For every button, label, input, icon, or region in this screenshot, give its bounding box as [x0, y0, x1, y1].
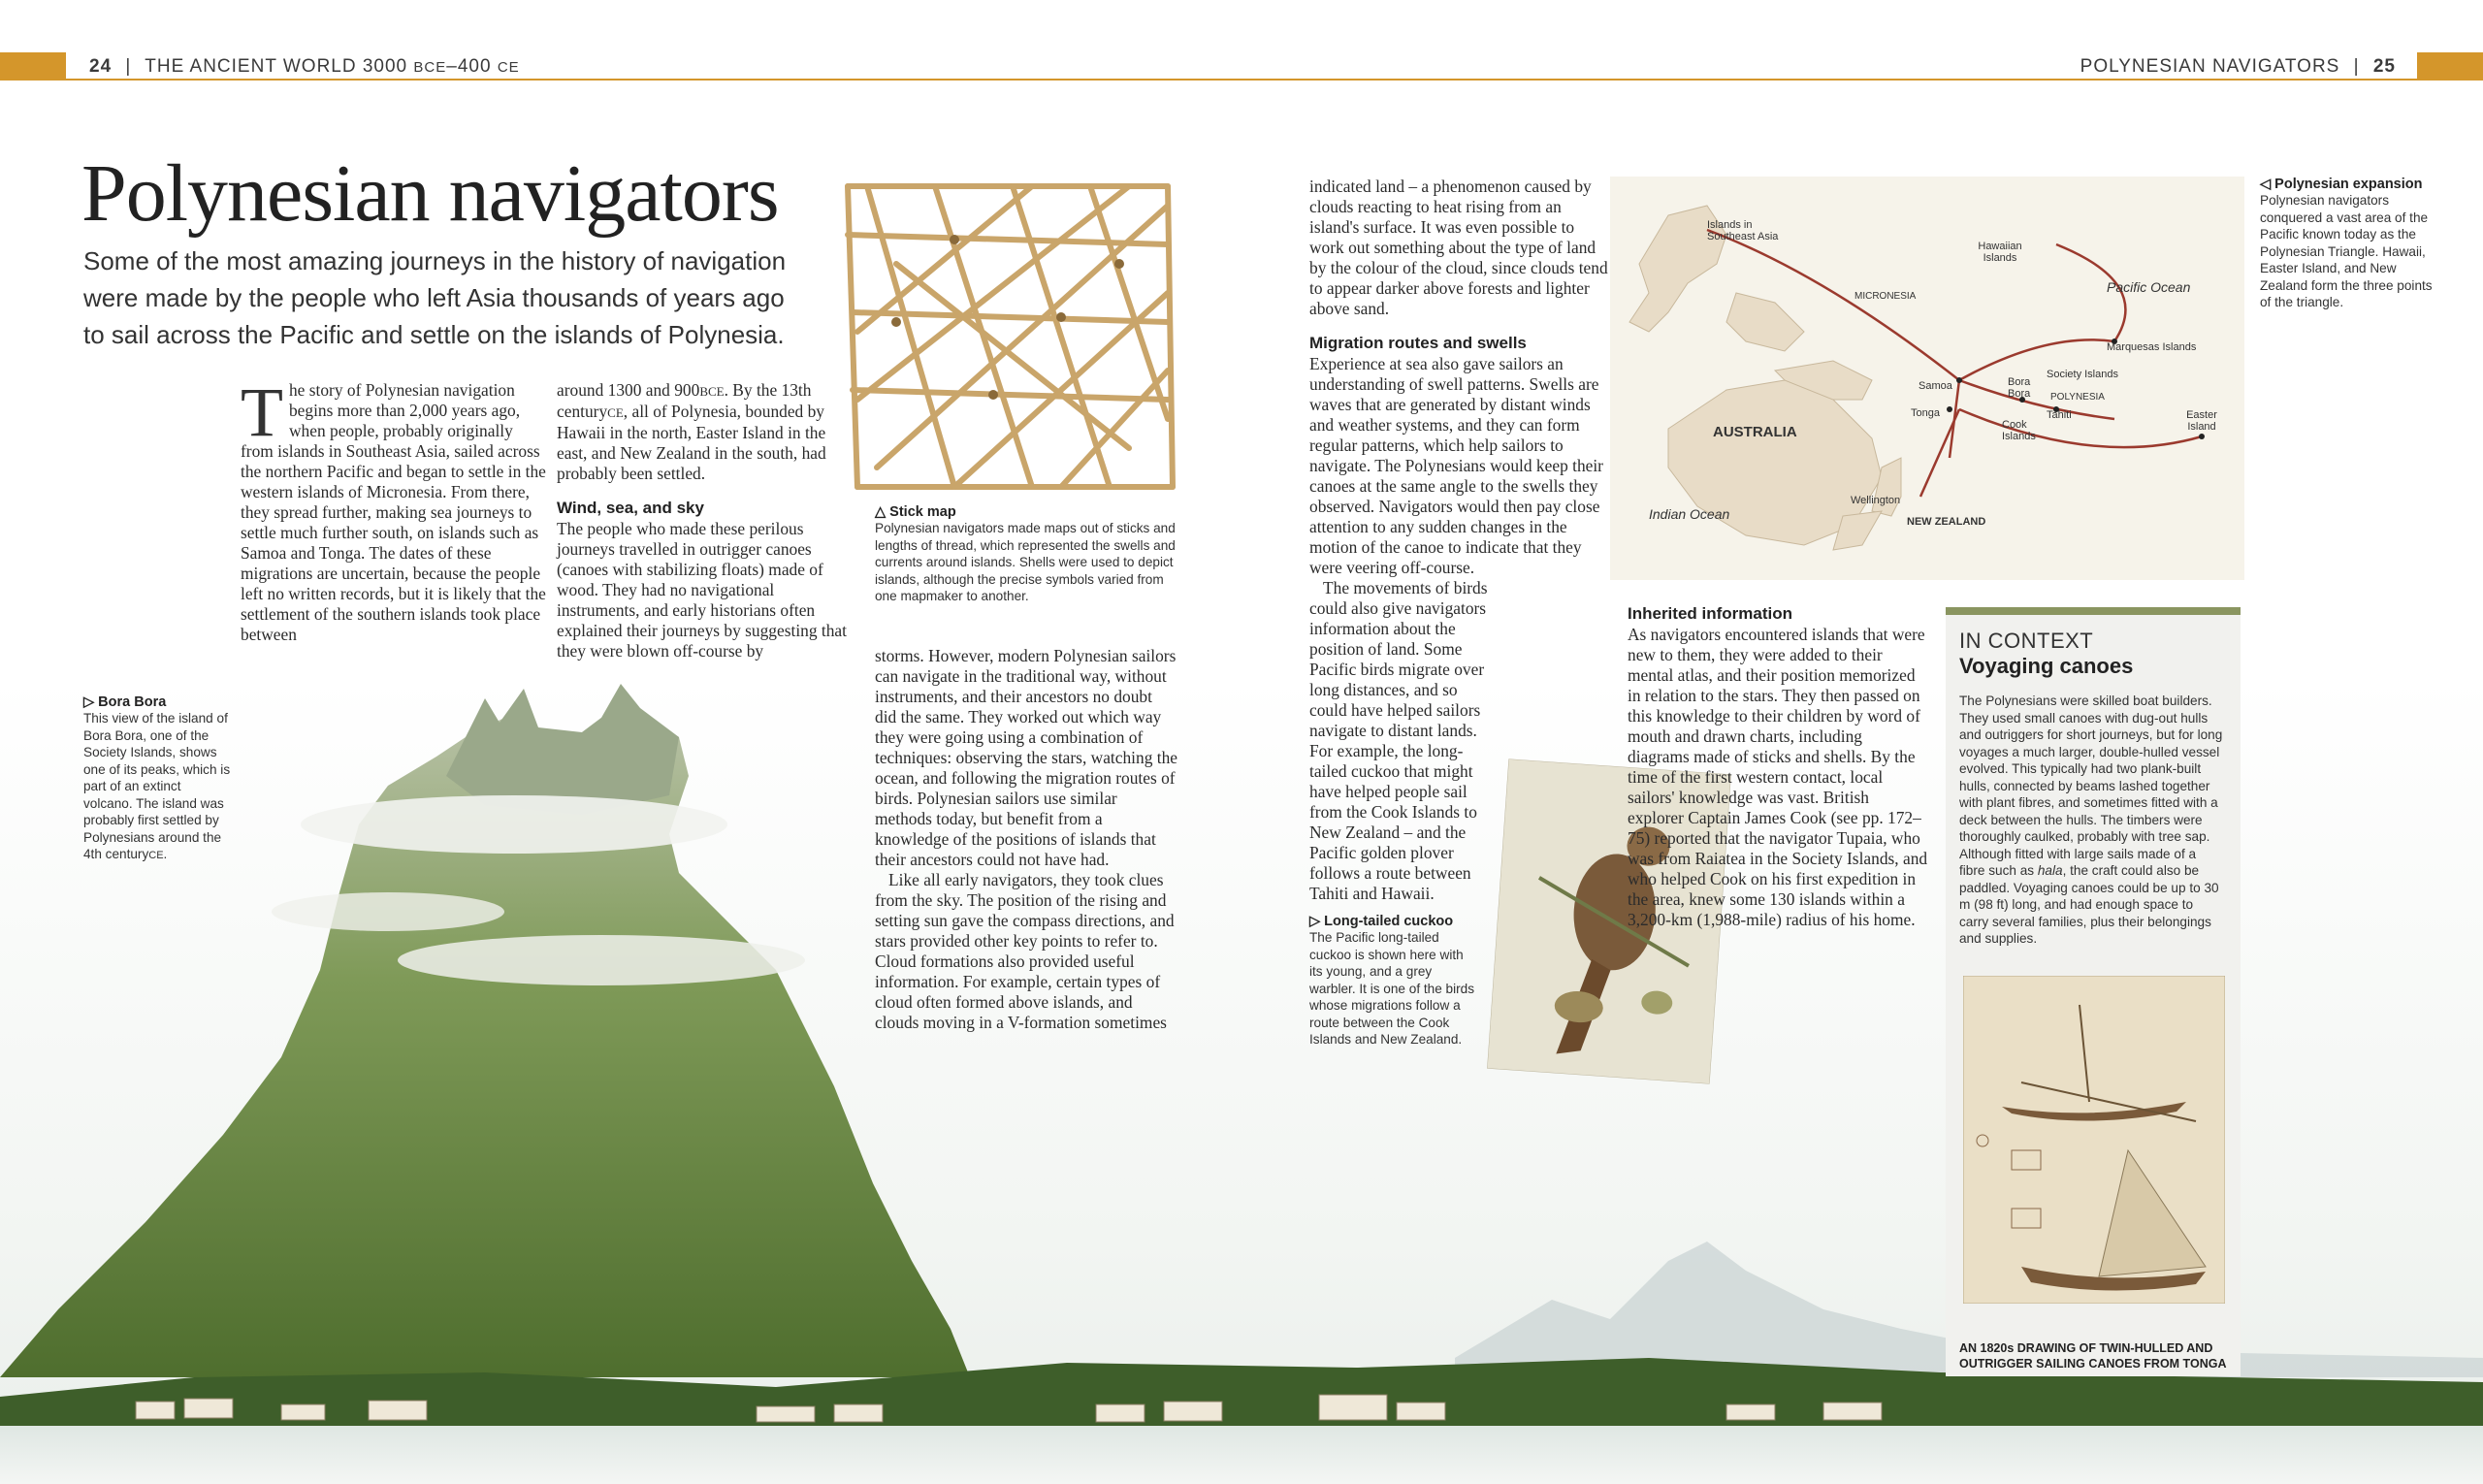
cuckoo-caption: [1309, 914, 1474, 1048]
col3-text-2: Like all early navigators, they took clues from the sky. The position of the rising and setting sun gave the compass directions, and stars provided other key points to refer to. Cloud formations also provided useful information. For example, certain types of cloud often formed above islands, and clouds moving in a V-formation sometimes: [875, 870, 1175, 1032]
map-label-tahiti: Tahiti: [2047, 409, 2072, 421]
map-label-easter: Easter Island: [2186, 409, 2217, 433]
map-caption-text: Polynesian navigators conquered a vast area of the Pacific known today as the Polynesian Triangle. Hawaii, Easter Island, and New Zealand form the three points of the triangle.: [2260, 193, 2433, 309]
col4-text-3: The movements of birds could also give navigators information about the position of land. Some Pacific birds migrate over long distances, and so could have helped sailors navigate to distant lands. For example, the long-tailed cuckoo that might have helped people sail from the Cook Islands to New Zealand – and the Pacific golden plover follows a route between Tahiti and Hawaii.: [1309, 578, 1488, 903]
subhead-inherited-information: Inherited information: [1628, 604, 1792, 623]
body-column-1: [241, 373, 549, 645]
cuckoo-heading: ▷ Long-tailed cuckoo: [1309, 914, 1454, 929]
drop-cap: T: [241, 373, 283, 451]
subhead-migration-routes: Migration routes and swells: [1309, 334, 1527, 352]
stick-map-image: [838, 177, 1177, 497]
in-context-title: Voyaging canoes: [1959, 654, 2134, 678]
stick-map-heading: △ Stick map: [875, 504, 956, 520]
col4-text: indicated land – a phenomenon caused by clouds reacting to heat rising from an island's surface. It was even possible to work out something about the type of land by the colour of the cloud, since clouds tend to appear darker above forests and lighter above sand.: [1309, 177, 1608, 318]
right-page-number: 25: [2372, 56, 2396, 77]
right-running-head: POLYNESIAN NAVIGATORS | 25: [2080, 56, 2396, 77]
right-section-title: POLYNESIAN NAVIGATORS: [2080, 56, 2340, 77]
in-context-box: [1946, 607, 2241, 1376]
col3-text: storms. However, modern Polynesian sailors can navigate in the traditional way, without instruments, and their ancestors no doubt did the same. They worked out which way they were going using a combination of techniques: observing the stars, watching the ocean, and following the migration routes of birds. Polynesian sailors use similar methods today, but benefit from a knowledge of the positions of islands that their ancestors could not have had.: [875, 646, 1177, 869]
in-context-label: IN CONTEXT: [1959, 629, 2094, 653]
body-column-3: [875, 646, 1177, 1033]
in-context-text: The Polynesians were skilled boat builders. They used small canoes with dug-out hulls and outriggers for short journeys, but for long voyages a much larger, double-hulled vessel evolved. This typically had two plank-built hulls, connected by beams lashed together with plant fibres, and sometimes fitted with a deck between the hulls. The timbers were thoroughly caulked, probably with tree sap. Although fitted with large sails made of a fibre such as hala, the craft could also be paddled. Voyaging canoes could be up to 30 m (98 ft) long, and had enough space to carry several families, plus their belongings and supplies.: [1959, 694, 2223, 946]
map-label-wellington: Wellington: [1851, 495, 1901, 506]
map-label-marquesas: Marquesas Islands: [2107, 341, 2197, 353]
map-label-indian-ocean: Indian Ocean: [1649, 506, 1730, 522]
left-section-title: THE ANCIENT WORLD 3000: [145, 56, 408, 77]
map-label-australia: AUSTRALIA: [1713, 424, 1797, 440]
page-title: Polynesian navigators: [81, 148, 779, 239]
map-caption-heading: ◁ Polynesian expansion: [2260, 177, 2423, 192]
bora-bora-text: This view of the island of Bora Bora, one of the Society Islands, shows one of its peaks, which is part of an extinct volcano. The island was probably first settled by Polynesians around the 4th centuryCE.: [83, 711, 231, 861]
map-label-cook: Cook Islands: [2002, 419, 2036, 442]
col5-text: As navigators encountered islands that were new to them, they were added to their mental atlas, and their position memorized in relation to the stars. They then passed on this knowledge to their children by word of mouth and drawn charts, including diagrams made of sticks and shells. By the time of the first western contact, local sailors' knowledge was vast. British explorer Captain James Cook (see pp. 172–75) reported that the navigator Tupaia, who was from Raiatea in the Society Islands, and who helped Cook on his first expedition in the area, knew some 130 islands within a 3,200-km (1,988-mile) radius of his home.: [1628, 625, 1928, 929]
col4-text-2: Experience at sea also gave sailors an understanding of swell patterns. Swells are waves that are generated by distant winds and weather systems, and they can form regular patterns, which help sailors to navigate. The Polynesians would keep their canoes at the same angle to the swells they observed. Navigators would then pay close attention to any sudden changes in the motion of the canoe to indicate that they were veering off-course.: [1309, 354, 1603, 577]
intro-paragraph: Some of the most amazing journeys in the history of navigation were made by the people who left Asia thousands of years ago to sail across the Pacific and settle on the islands of Polynesia.: [83, 246, 787, 349]
body-column-5: [1628, 603, 1928, 930]
header-band-left: [0, 52, 66, 80]
col2-text-2: The people who made these perilous journeys travelled in outrigger canoes (canoes with stabilizing floats) made of wood. They had no navigational instruments, and early historians often explained their journeys by suggesting that they were blown off-course by: [557, 519, 847, 661]
col1-text: he story of Polynesian navigation begins more than 2,000 years ago, when people, probably originally from islands in Southeast Asia, sailed across the northern Pacific and began to settle in the western islands of Micronesia. From there, they spread further, making sea journeys to settle much further south, on islands such as Samoa and Tonga. The dates of these migrations are uncertain, because the people left no written records, but it is likely that the settlement of the southern islands took place between: [241, 380, 546, 644]
map-label-polynesia: POLYNESIA: [2050, 392, 2105, 403]
map-label-bora: Bora Bora: [2008, 376, 2031, 400]
col2-text: around 1300 and 900BCE. By the 13th centuryCE, all of Polynesia, bounded by Hawaii in the north, Easter Island in the east, and New Zealand in the south, had probably been settled.: [557, 380, 826, 483]
map-label-society: Society Islands: [2047, 369, 2118, 380]
left-running-head: 24 | THE ANCIENT WORLD 3000 BCE–400 CE: [89, 56, 520, 77]
stick-map-text: Polynesian navigators made maps out of sticks and lengths of thread, which represented the swells and currents around islands. Shells were used to depict islands, although the precise symbols varied from one mapmaker to another.: [875, 521, 1176, 603]
map-label-new-zealand: NEW ZEALAND: [1907, 516, 1986, 528]
map-label-micronesia: MICRONESIA: [1854, 291, 1917, 302]
stick-map-caption: [875, 504, 1176, 605]
map-caption: [2260, 177, 2444, 311]
subhead-wind-sea-sky: Wind, sea, and sky: [557, 499, 704, 517]
map-label-hawaiian: Hawaiian Islands: [1978, 241, 2022, 264]
map-label-se-asia: Islands in Southeast Asia: [1707, 219, 1779, 242]
bora-bora-caption: [83, 694, 231, 865]
left-page-number: 24: [89, 56, 113, 77]
map-label-pacific: Pacific Ocean: [2107, 279, 2191, 295]
bora-bora-heading: ▷ Bora Bora: [83, 694, 167, 710]
canoe-drawing: [1963, 976, 2225, 1304]
body-column-2: [557, 380, 857, 661]
map-label-tonga: Tonga: [1911, 407, 1940, 419]
cuckoo-text: The Pacific long-tailed cuckoo is shown here with its young, and a grey warbler. It is one of the birds whose migrations follow a route between the Cook Islands and New Zealand.: [1309, 930, 1475, 1047]
map-label-samoa: Samoa: [1919, 380, 1952, 392]
canoe-drawing-caption: AN 1820s DRAWING OF TWIN-HULLED AND OUTRIGGER SAILING CANOES FROM TONGA: [1959, 1341, 2227, 1371]
header-band-right: [2417, 52, 2483, 80]
